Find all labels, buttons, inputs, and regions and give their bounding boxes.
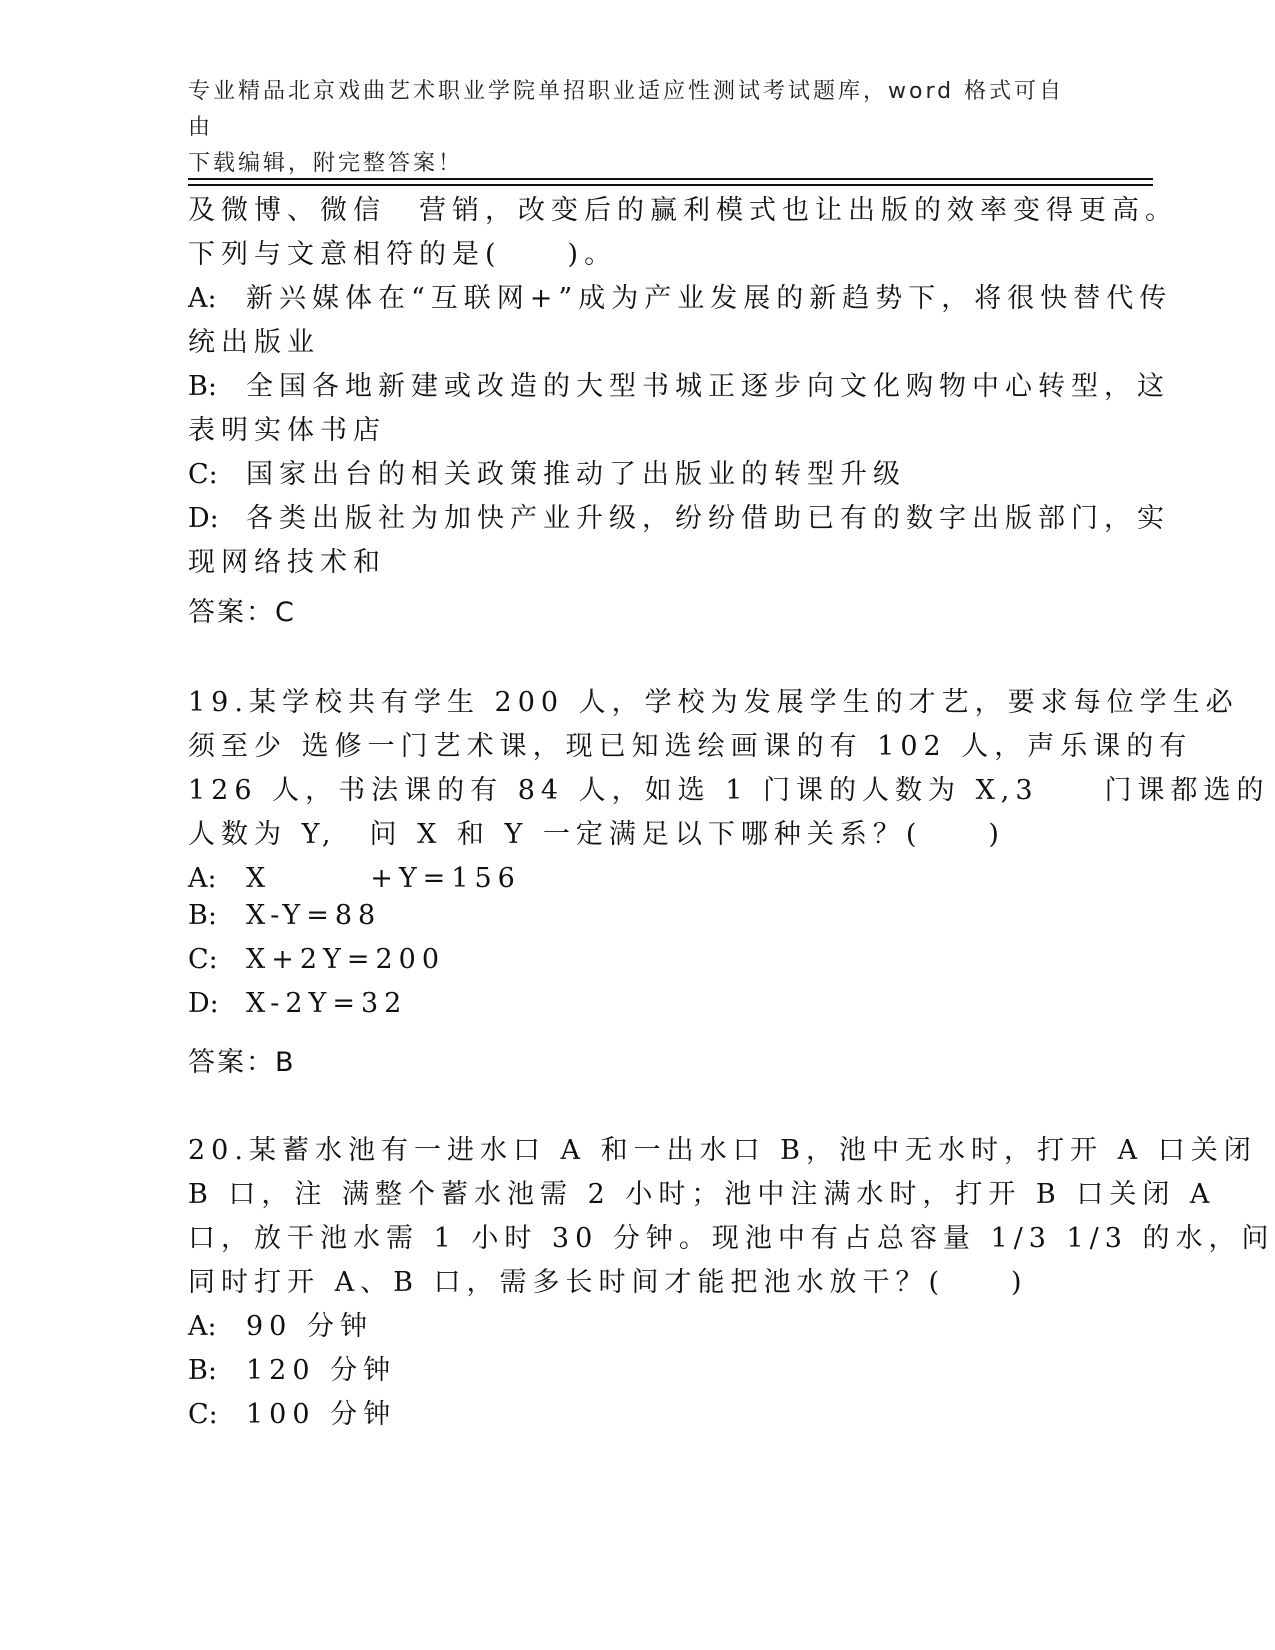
header-divider-bottom (188, 184, 1153, 186)
document-header (188, 74, 1088, 182)
q18-answer: 答案：C (188, 597, 296, 628)
q19-stem-line: 须至少 选修一门艺术课，现已知选绘画课的有 102 人，声乐课的有 (188, 731, 1193, 762)
option-text: X-2Y=32 (246, 988, 408, 1019)
q20-option-c (188, 1392, 396, 1431)
option-label: B: (188, 1355, 217, 1386)
q18-option-c (188, 452, 906, 491)
option-label: A: (188, 863, 217, 894)
option-text: 100 分钟 (246, 1399, 397, 1430)
q20-stem-line: 同时打开 A、B 口，需多长时间才能把池水放干？( ) (188, 1267, 1028, 1298)
q18-option-a-cont: 统出版业 (188, 327, 320, 358)
option-text: 国家出台的相关政策推动了出版业的转型升级 (246, 459, 906, 490)
q19-stem-line: 19.某学校共有学生 200 人，学校为发展学生的才艺，要求每位学生必 (188, 687, 1239, 718)
q18-option-b (188, 364, 1170, 403)
q20-stem-line: 口，放干池水需 1 小时 30 分钟。现池中有占总容量 1/3 1/3 的水，问 (188, 1223, 1275, 1254)
q20-stem-line: 20.某蓄水池有一进水口 A 和一出水口 B，池中无水时，打开 A 口关闭 (188, 1135, 1257, 1166)
option-text: X-Y=88 (246, 900, 382, 931)
header-divider-top (188, 178, 1153, 180)
option-text: 全国各地新建或改造的大型书城正逐步向文化购物中心转型，这 (246, 371, 1170, 402)
option-label: B: (188, 371, 217, 402)
option-label: D: (188, 988, 219, 1019)
q19-option-a (188, 856, 521, 895)
option-text: 120 分钟 (246, 1355, 397, 1386)
option-label: A: (188, 1311, 217, 1342)
q18-option-d (188, 496, 1170, 535)
option-label: D: (188, 503, 219, 534)
q19-stem-line: 126 人，书法课的有 84 人，如选 1 门课的人数为 X,3 门课都选的 (188, 775, 1270, 806)
option-label: C: (188, 944, 218, 975)
q19-option-b (188, 900, 381, 931)
q18-stem-line: 及微博、微信 营销，改变后的赢利模式也让出版的效率变得更高。 (188, 195, 1178, 226)
option-text: X+2Y=200 (246, 944, 446, 975)
option-text: 各类出版社为加快产业升级，纷纷借助已有的数字出版部门，实 (246, 503, 1170, 534)
option-label: C: (188, 1399, 218, 1430)
q19-option-d (188, 988, 407, 1019)
option-text: 90 分钟 (246, 1311, 373, 1342)
q20-stem-line: B 口，注 满整个蓄水池需 2 小时；池中注满水时，打开 B 口关闭 A (188, 1179, 1216, 1210)
q19-stem-line: 人数为 Y, 问 X 和 Y 一定满足以下哪种关系？( ) (188, 819, 1005, 850)
q18-option-d-cont: 现网络技术和 (188, 547, 386, 578)
q20-option-b (188, 1348, 396, 1387)
option-label: C: (188, 459, 218, 490)
header-line-1: 专业精品北京戏曲艺术职业学院单招职业适应性测试考试题库，word 格式可自由 (188, 79, 1065, 140)
q18-option-b-cont: 表明实体书店 (188, 415, 386, 446)
option-label: A: (188, 283, 217, 314)
q18-option-a (188, 276, 1172, 315)
q19-answer: 答案：B (188, 1047, 296, 1078)
header-line-2: 下载编辑，附完整答案！ (188, 151, 464, 176)
q19-option-c (188, 944, 445, 975)
q20-option-a (188, 1304, 373, 1343)
option-text: 新兴媒体在“互联网+”成为产业发展的新趋势下，将很快替代传 (246, 283, 1173, 314)
option-text: X +Y=156 (246, 863, 521, 894)
q18-stem-line: 下列与文意相符的是( )。 (188, 239, 618, 270)
option-label: B: (188, 900, 217, 931)
